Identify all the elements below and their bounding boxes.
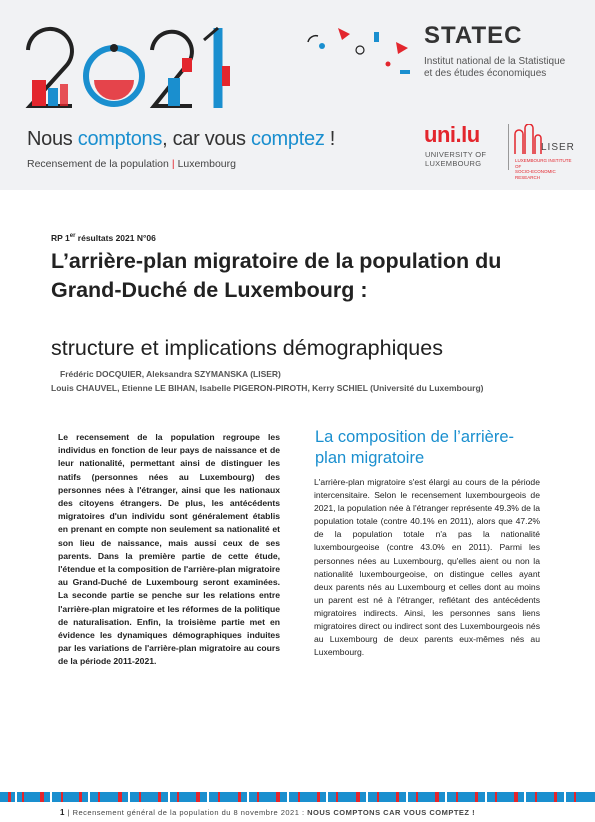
census-slogan: Nous comptons, car vous comptez ! bbox=[27, 128, 336, 150]
unilu-subtitle: UNIVERSITY OF LUXEMBOURG bbox=[425, 150, 487, 168]
document-title: L’arrière-plan migratoire de la population du Grand-Duché de Luxembourg : bbox=[51, 249, 502, 302]
page-number: 1 bbox=[60, 808, 65, 817]
authors-unilu: Louis CHAUVEL, Etienne LE BIHAN, Isabelle PIGERON-PIROTH, Kerry SCHIEL (Université du Luxembourg) bbox=[51, 383, 484, 393]
statec-logo: STATEC bbox=[424, 22, 523, 49]
census-2021-logo bbox=[22, 18, 237, 118]
logo-divider bbox=[508, 124, 509, 170]
section-body: L'arrière-plan migratoire s'est élargi au cours de la période intercensitaire. Selon le recensement luxembourgeois de 2021, la population née à l'étranger représente 49.3% de la population totale (contre 40.1% en 2011), alors que 47.2% de la population totale n'a pas la nationalité luxembourgeoise (contre 43.0% en 2011). Parmi les personnes nées au Luxembourg, qu'elles aient ou non la nationalité luxembourgeoise, on distingue celles ayant deux parents nés au Luxembourg et celles dont au moins un parent est né à l'étranger, reflétant des antécédents migratoires indirects. Ainsi, les personnes sans liens migratoires direct ou indirect sont des Luxembourgeois nés au Luxembourg de deux parents eux-mêmes nés au Luxembourg. bbox=[314, 477, 540, 658]
section-heading: La composition de l’arrière-plan migratoire bbox=[315, 428, 515, 467]
publication-reference: RP 1er résultats 2021 N°06 bbox=[51, 233, 156, 243]
authors-liser: Frédéric DOCQUIER, Aleksandra SZYMANSKA (LISER) bbox=[60, 369, 281, 379]
unilu-logo: uni.lu bbox=[424, 122, 480, 147]
page-footer: 1 | Recensement général de la population du 8 novembre 2021 : NOUS COMPTONS CAR VOUS COMPTEZ ! bbox=[60, 808, 476, 817]
document-subtitle: structure et implications démographiques bbox=[51, 336, 443, 360]
footer-stripe bbox=[0, 792, 595, 802]
abstract: Le recensement de la population regroupe les individus en fonction de leur pays de naissance et de leur nationalité, permettant ainsi de distinguer les natifs (personnes nées au Luxembourg) des personnes nées à l'étranger, ainsi que les nationaux des citoyens étrangers. De plus, les antécédents migratoires d'un individu sont généralement établis en prenant en compte non seulement sa nationalité et son lieu de naissance, mais aussi ceux de ses parents. Dans la première partie de cette étude, l'étendue et la composition de l'arrière-plan migratoire au Grand-Duché de Luxembourg seront examinées. La seconde partie se penche sur les relations entre l'arrière-plan migratoire et les réformes de la politique de naturalisation. Enfin, la troisième partie met en évidence les dynamiques démographiques induites par les variations de l'arrière-plan migratoire au cours de la période 2011-2021. bbox=[58, 432, 280, 667]
statec-subtitle: Institut national de la Statistique et des études économiques bbox=[424, 56, 566, 79]
header-banner bbox=[0, 0, 595, 190]
census-label: Recensement de la population | Luxembourg bbox=[27, 158, 236, 170]
liser-logo: LISER bbox=[541, 142, 575, 153]
liser-icon bbox=[512, 124, 542, 156]
decorative-shapes bbox=[298, 24, 418, 84]
liser-subtitle: LUXEMBOURG INSTITUTE OF SOCIO-ECONOMIC RESEARCH bbox=[515, 158, 572, 180]
